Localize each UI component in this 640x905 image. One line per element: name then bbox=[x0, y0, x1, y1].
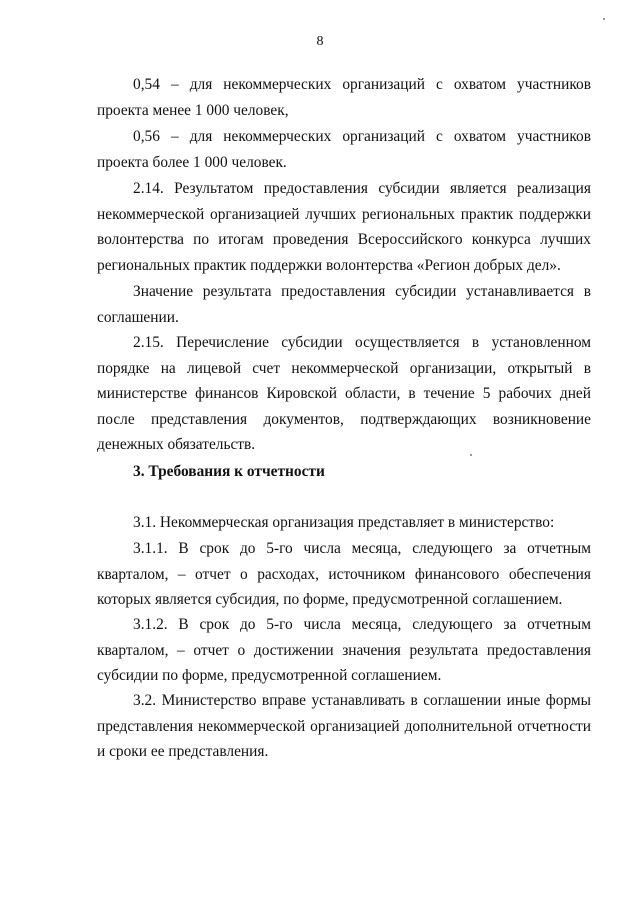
paragraph-clause-3-1-1: 3.1.1. В срок до 5-го числа месяца, следующего за отчетным кварталом, – отчет о расходах, источником финансового обеспечения которых является субсидия, по форме, предусмотренной соглашением. bbox=[97, 540, 591, 608]
scan-speck bbox=[603, 18, 605, 20]
paragraph-clause-3-2: 3.2. Министерство вправе устанавливать в соглашении иные формы представления некоммерческой организацией дополнительной отчетности и сроки ее представления. bbox=[97, 692, 591, 760]
paragraph-result-value: Значение результата предоставления субсидии устанавливается в соглашении. bbox=[97, 283, 591, 326]
scan-speck bbox=[470, 454, 472, 456]
paragraph-clause-3-1: 3.1. Некоммерческая организация представляет в министерство: bbox=[133, 514, 555, 531]
page-number: 8 bbox=[316, 34, 324, 49]
paragraph-coef-054: 0,54 – для некоммерческих организаций с охватом участников проекта менее 1 000 человек, bbox=[97, 76, 591, 119]
paragraph-clause-2-15: 2.15. Перечисление субсидии осуществляется в установленном порядке на лицевой счет некоммерческой организации, открытый в министерстве финансов Кировской области, в течение 5 рабочих дней после представления документов, подтверждающих возникновение денежных обязательств. bbox=[97, 334, 591, 453]
paragraph-clause-3-1-2: 3.1.2. В срок до 5-го числа месяца, следующего за отчетным кварталом, – отчет о достижении значения результата предоставления субсидии по форме, предусмотренной соглашением. bbox=[97, 616, 591, 684]
section-heading: 3. Требования к отчетности bbox=[133, 463, 325, 480]
paragraph-coef-056: 0,56 – для некоммерческих организаций с охватом участников проекта более 1 000 человек. bbox=[97, 128, 591, 171]
paragraph-clause-2-14: 2.14. Результатом предоставления субсидии является реализация некоммерческой организацией лучших региональных практик поддержки волонтерства по итогам проведения Всероссийского конкурса лучших региональных практик поддержки волонтерства «Регион добрых дел». bbox=[97, 180, 591, 274]
